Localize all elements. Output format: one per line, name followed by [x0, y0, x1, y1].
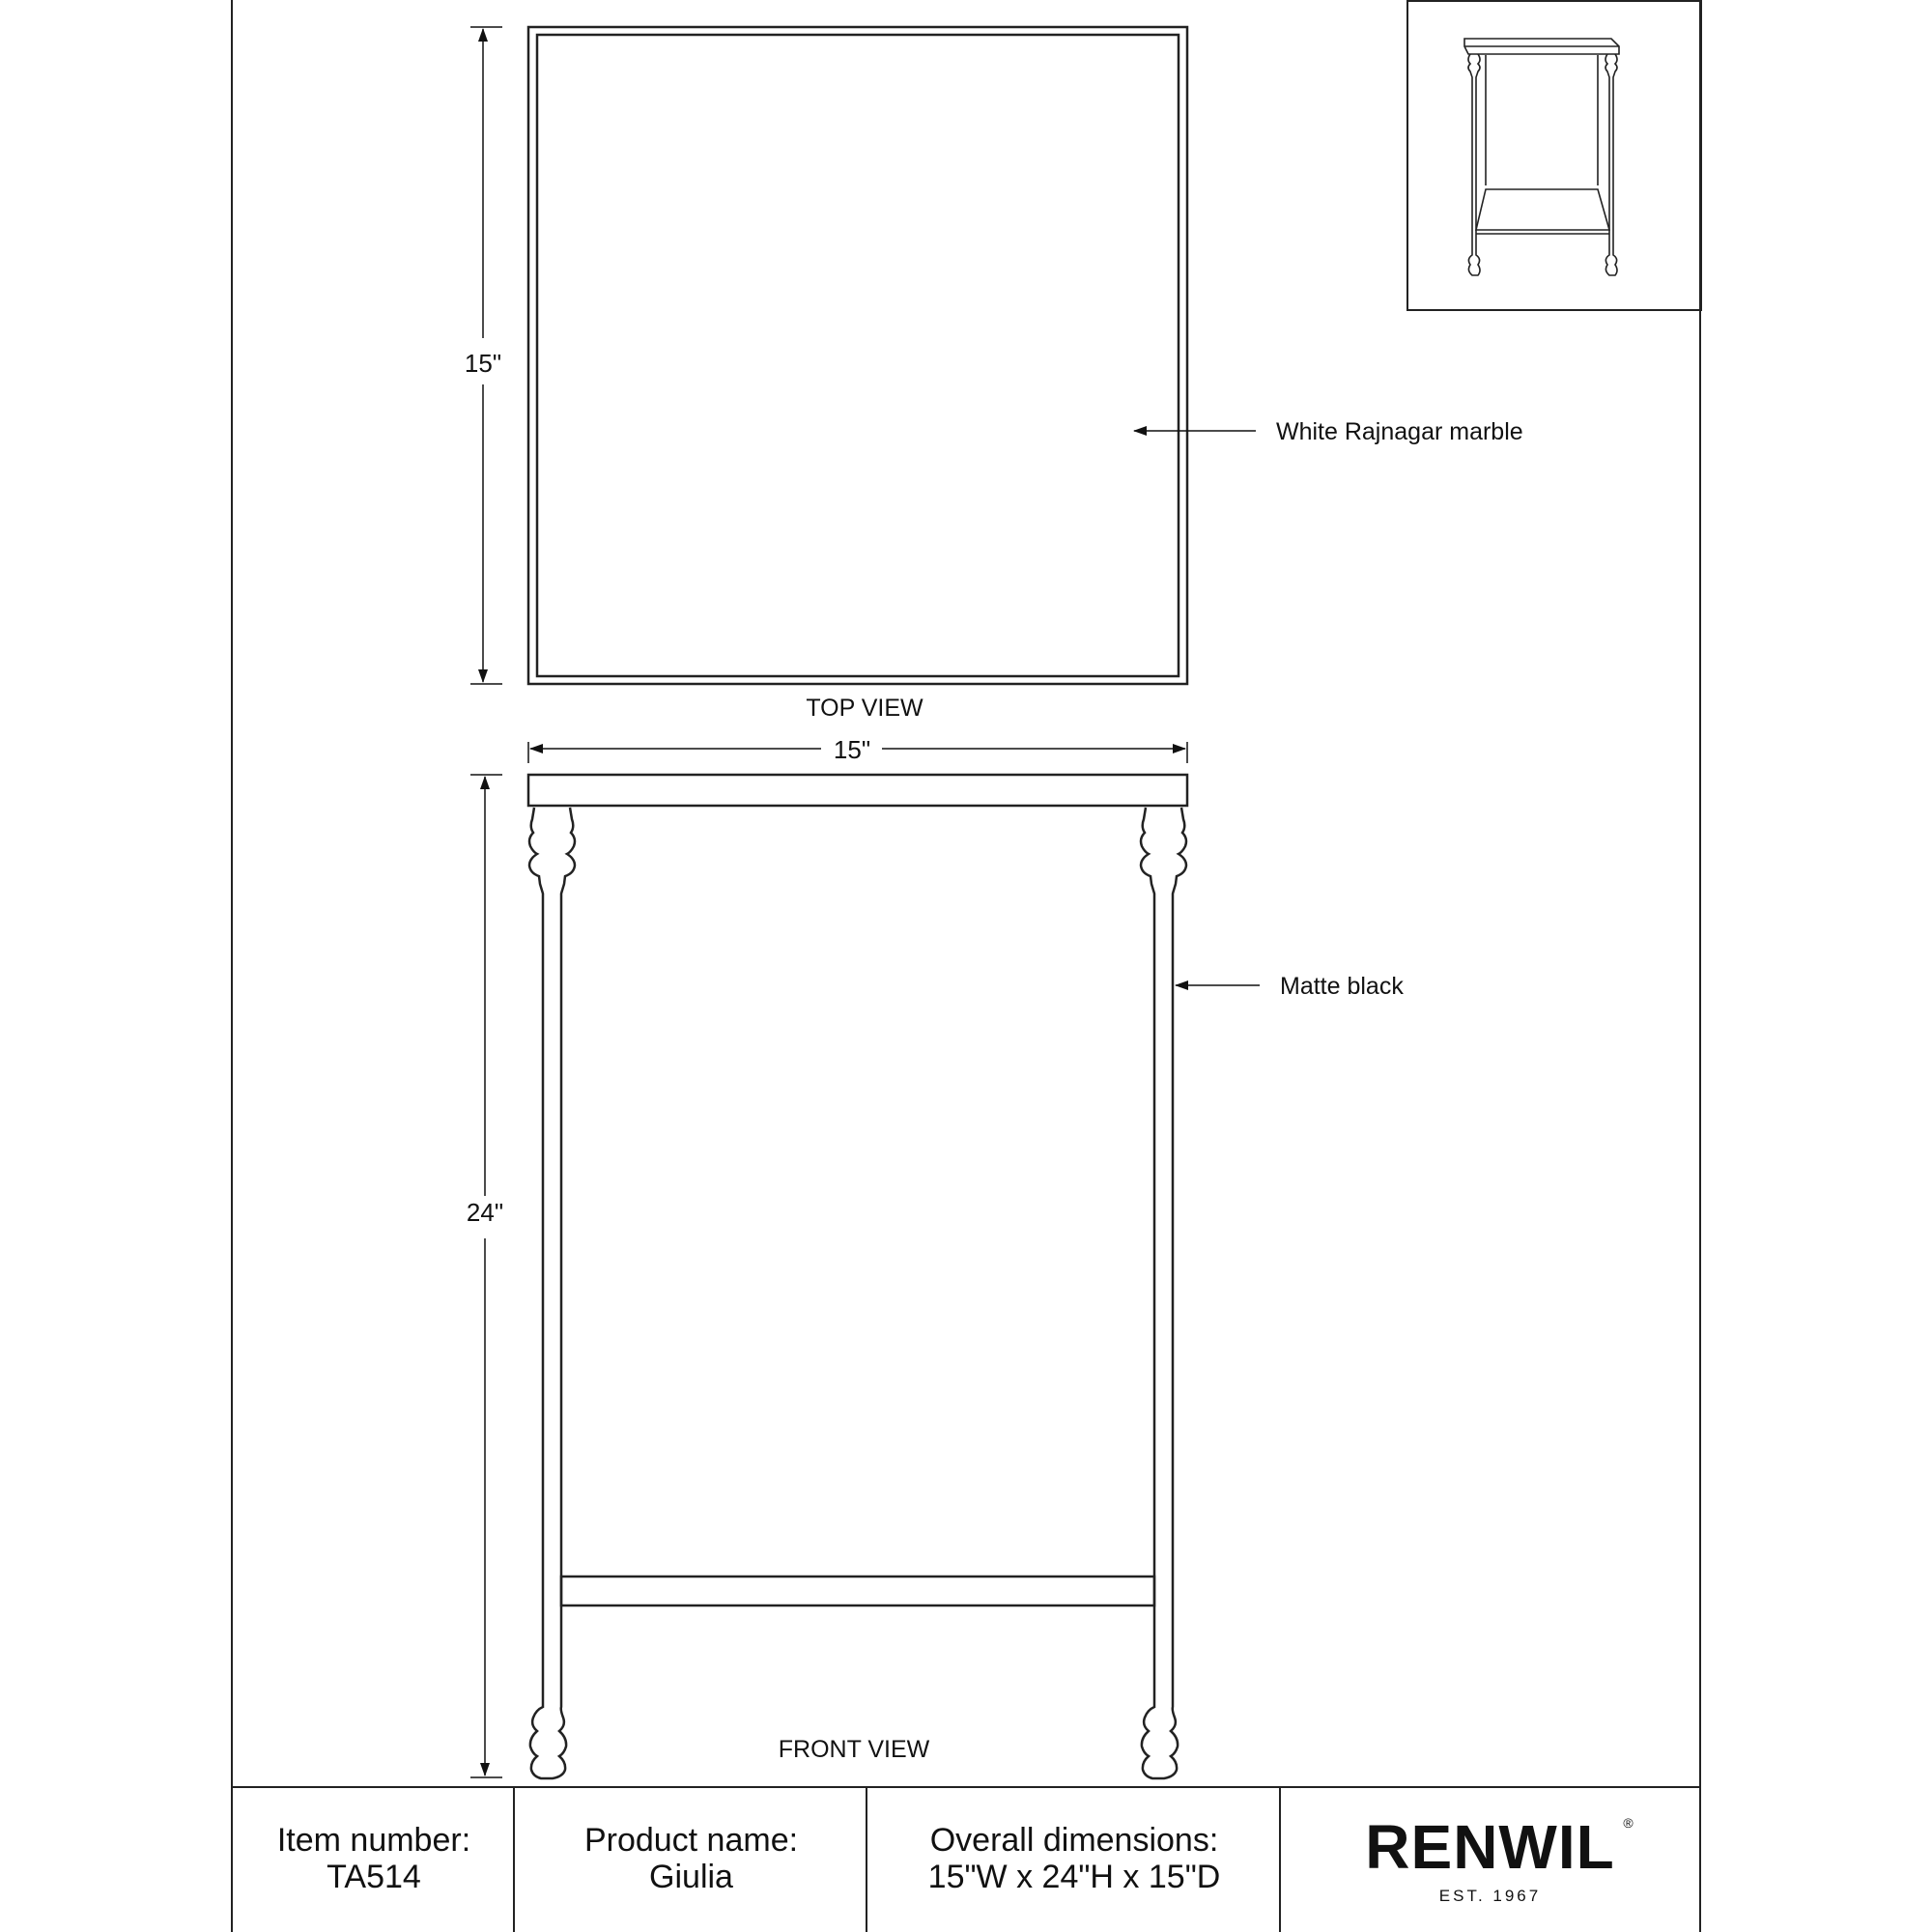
perspective-thumbnail [1408, 2, 1700, 309]
front-view-height-dimension [470, 775, 502, 1777]
lower-shelf [561, 1577, 1154, 1605]
thumbnail-front-left-leg [1468, 54, 1480, 275]
front-view-caption: FRONT VIEW [778, 1736, 930, 1763]
right-leg [1141, 808, 1186, 1778]
front-view-height-label: 24" [466, 1198, 504, 1227]
product-name-label: Product name: [583, 1821, 799, 1859]
top-view-depth-label: 15" [464, 349, 502, 378]
brand-name: RENWIL ® [1365, 1812, 1634, 1882]
overall-dimensions-cell [868, 1787, 1280, 1930]
overall-dimensions-label: Overall dimensions: [929, 1821, 1219, 1859]
tabletop-outer-outline [528, 27, 1187, 684]
item-number-value: TA514 [327, 1859, 421, 1895]
item-number-label: Item number: [276, 1821, 471, 1859]
finish-callout-label: Matte black [1280, 973, 1404, 1000]
registered-mark: ® [1623, 1815, 1634, 1831]
brand-established: EST. 1967 [1438, 1887, 1542, 1905]
front-view-drawing [528, 775, 1187, 1778]
top-view-caption: TOP VIEW [806, 695, 923, 722]
front-view-width-label: 15" [833, 735, 871, 764]
overall-dimensions-value: 15"W x 24"H x 15"D [927, 1859, 1221, 1895]
perspective-thumbnail-frame [1406, 0, 1702, 311]
brand-logo [1280, 1787, 1700, 1930]
left-leg [529, 808, 575, 1778]
product-name-cell [516, 1787, 867, 1930]
tabletop-inner-outline [537, 35, 1179, 676]
item-number-cell [234, 1787, 514, 1930]
top-view-drawing [528, 27, 1187, 684]
product-name-value: Giulia [649, 1859, 733, 1895]
tabletop-slab [528, 775, 1187, 806]
thumbnail-shelf [1476, 189, 1609, 230]
thumbnail-front-right-leg [1605, 54, 1617, 275]
marble-callout-label: White Rajnagar marble [1276, 418, 1523, 445]
